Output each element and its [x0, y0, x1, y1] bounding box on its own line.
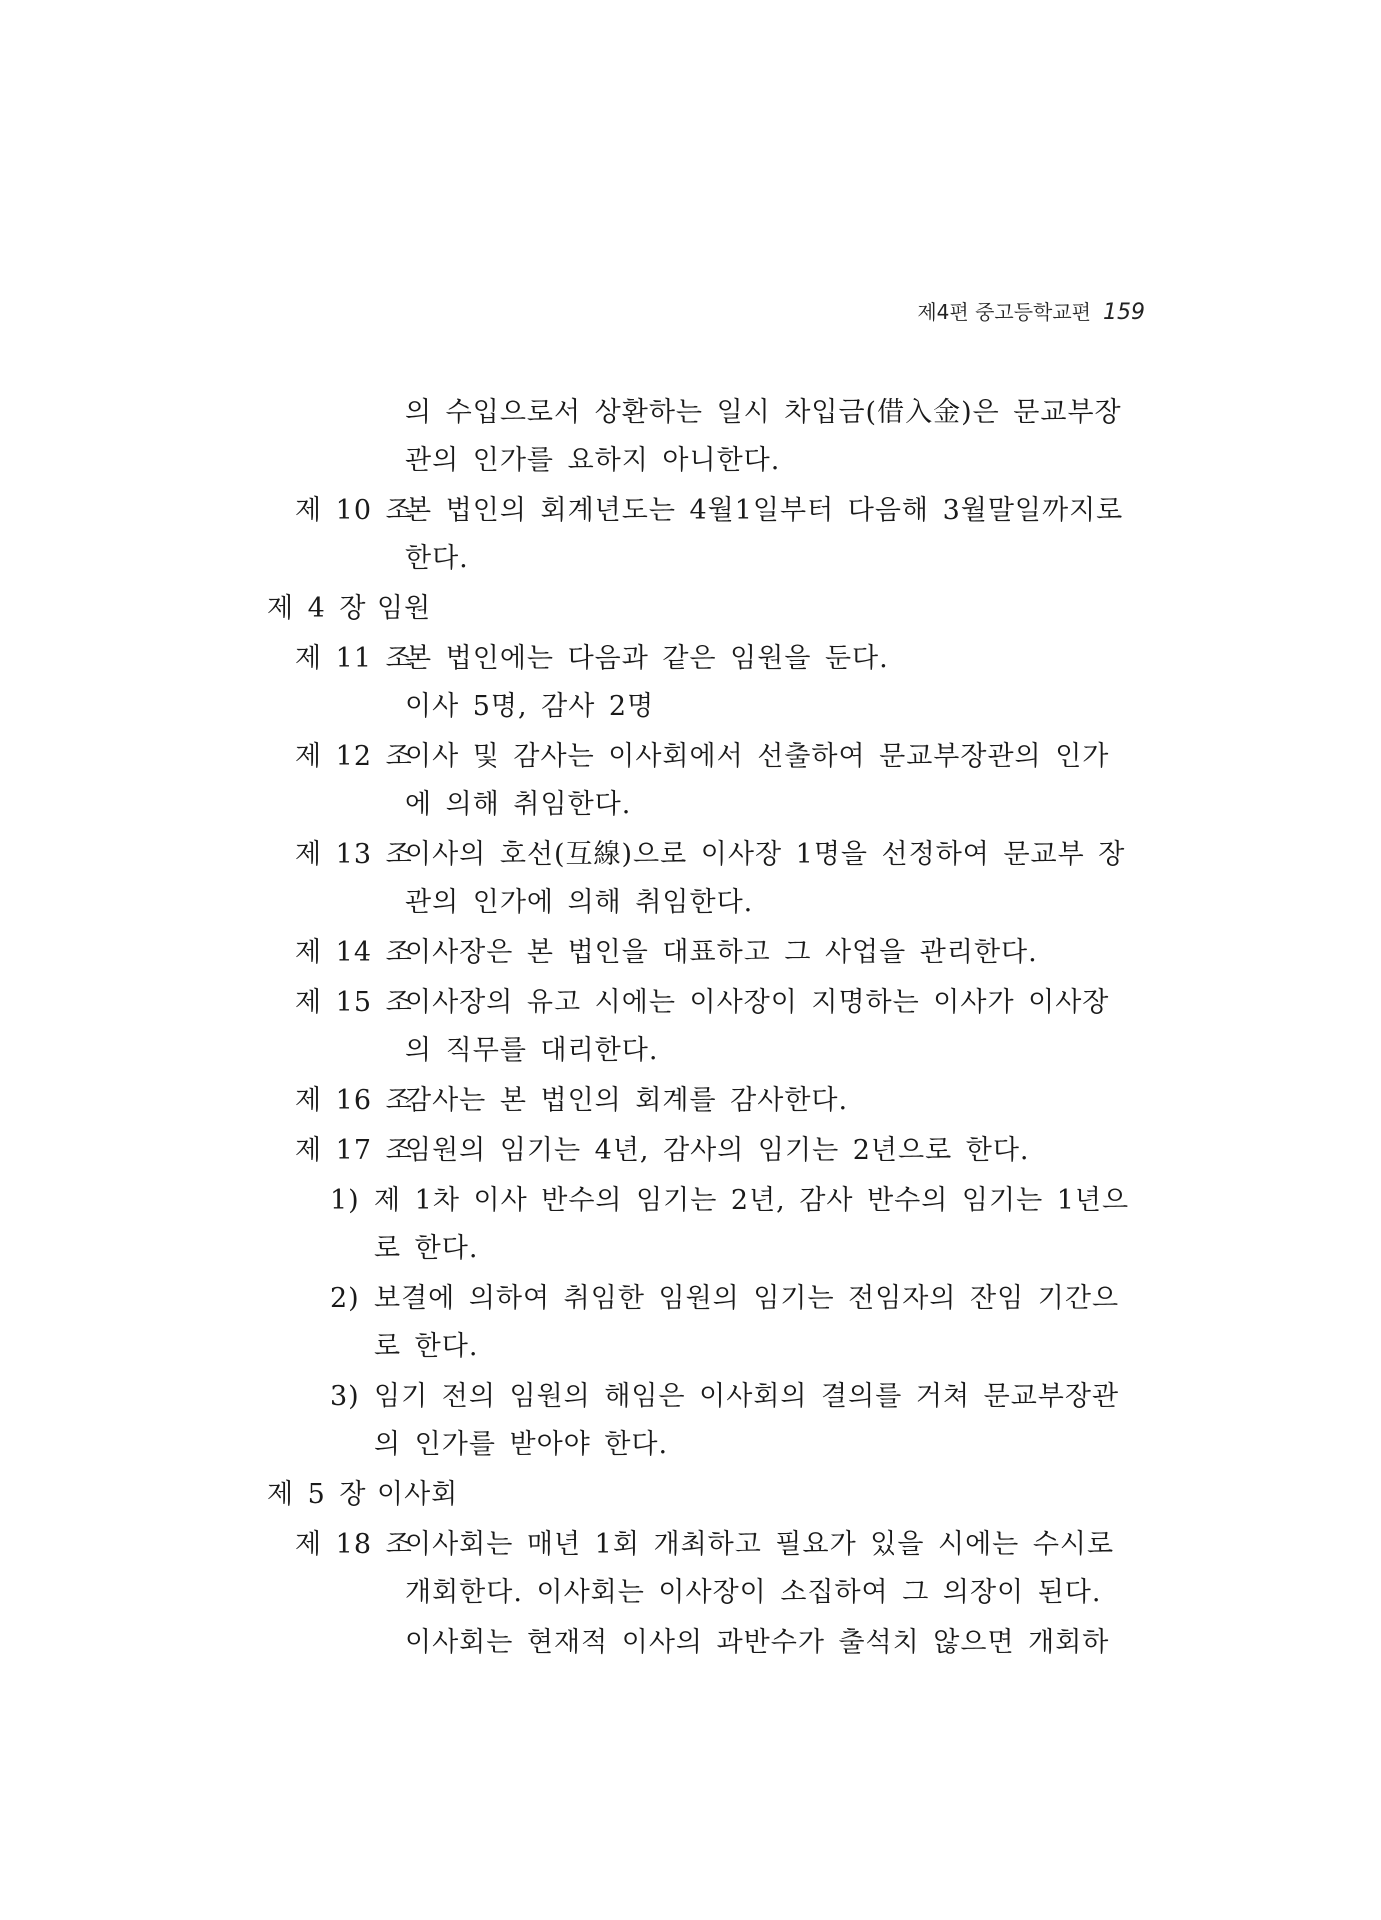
sub-item-number: 3) [330, 1381, 360, 1412]
body-line: 한다. [405, 543, 469, 574]
chapter-5-heading: 제 5 장 이사회 [267, 1472, 458, 1511]
article-number: 제 11 조 [295, 643, 413, 674]
sub-item-2: 2) 보결에 의하여 취임한 임원의 임기는 전임자의 잔임 기간으 [330, 1283, 1120, 1314]
article-number: 제 16 조 [295, 1085, 413, 1116]
chapter-number: 제 5 장 [267, 1479, 367, 1510]
body-line: 의 직무를 대리한다. [405, 1035, 659, 1066]
chapter-number: 제 4 장 [267, 593, 367, 624]
article-17: 제 17 조임원의 임기는 4년, 감사의 임기는 2년으로 한다. [295, 1128, 1030, 1167]
page-number: 159 [1103, 300, 1145, 325]
sub-item-3: 3) 임기 전의 임원의 해임은 이사회의 결의를 거쳐 문교부장관 [330, 1381, 1120, 1412]
body-line: 관의 인가에 의해 취임한다. [405, 887, 754, 918]
article-number: 제 14 조 [295, 937, 413, 968]
section-title: 제4편 중고등학교편 [917, 300, 1091, 324]
article-number: 제 18 조 [295, 1529, 413, 1560]
body-line: 이사 5명, 감사 2명 [405, 691, 655, 722]
body-line: 에 의해 취임한다. [405, 789, 632, 820]
article-10: 제 10 조본 법인의 회계년도는 4월1일부터 다음해 3월말일까지로 [295, 488, 1123, 527]
body-line: 개회한다. 이사회는 이사장이 소집하여 그 의장이 된다. [405, 1577, 1102, 1608]
sub-item-1: 1) 제 1차 이사 반수의 임기는 2년, 감사 반수의 임기는 1년으 [330, 1185, 1130, 1216]
chapter-4-heading: 제 4 장 임원 [267, 586, 431, 625]
sub-item-number: 2) [330, 1283, 360, 1314]
body-line: 의 수입으로서 상환하는 일시 차입금(借入金)은 문교부장 [405, 397, 1122, 428]
article-number: 제 10 조 [295, 495, 413, 526]
article-15: 제 15 조이사장의 유고 시에는 이사장이 지명하는 이사가 이사장 [295, 980, 1109, 1019]
article-11: 제 11 조본 법인에는 다음과 같은 임원을 둔다. [295, 636, 889, 675]
body-line: 로 한다. [374, 1233, 479, 1264]
body-line: 이사회는 현재적 이사의 과반수가 출석치 않으면 개회하 [405, 1627, 1110, 1658]
body-line: 관의 인가를 요하지 아니한다. [405, 445, 781, 476]
article-16: 제 16 조감사는 본 법인의 회계를 감사한다. [295, 1078, 848, 1117]
body-line: 의 인가를 받아야 한다. [374, 1429, 669, 1460]
running-header [917, 296, 1145, 325]
article-number: 제 13 조 [295, 839, 413, 870]
article-18: 제 18 조이사회는 매년 1회 개최하고 필요가 있을 시에는 수시로 [295, 1522, 1114, 1561]
sub-item-number: 1) [330, 1185, 360, 1216]
article-13: 제 13 조이사의 호선(互線)으로 이사장 1명을 선정하여 문교부 장 [295, 832, 1125, 871]
article-14: 제 14 조이사장은 본 법인을 대표하고 그 사업을 관리한다. [295, 930, 1038, 969]
article-number: 제 12 조 [295, 741, 413, 772]
body-line: 로 한다. [374, 1331, 479, 1362]
article-number: 제 15 조 [295, 987, 413, 1018]
article-number: 제 17 조 [295, 1135, 413, 1166]
article-12: 제 12 조이사 및 감사는 이사회에서 선출하여 문교부장관의 인가 [295, 734, 1109, 773]
